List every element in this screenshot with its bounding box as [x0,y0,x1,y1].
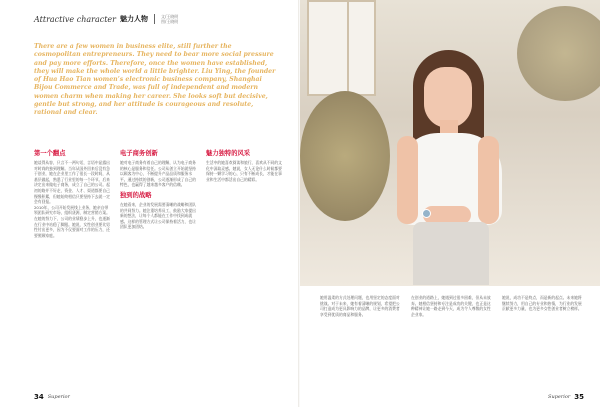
section-text-4: 在她看来，企业的发展需要清晰的战略和团队的共同努力。她注重培养员工，鼓励大家提出新的想法，让每个人都能在工作中找到成就感。这样的管理方式让公司保持着活力，也让团队更加团结。 [120,201,196,230]
right-footer [548,393,584,401]
left-footer [34,393,70,401]
background-foliage-right [517,6,600,101]
section-text-3: 她对电子商务有着自己的理解，认为电子商务的核心是服务和信任。公司从创立开始就坚持以顾客为中心，不断提升产品品质和服务水平。通过持续的创新，公司逐渐形成了自己的特色，也赢得了越来越多客户的信赖。 [120,160,196,188]
right-magazine-name: Superior [548,394,571,400]
background-foliage [300,91,390,221]
article-header [34,14,178,24]
section-text-1: 她谈得从容，只言不一两句话，言语中显露出对时尚的独到理解。当年从国外回来后没有急于创业，她在企业里工作了很长一段时间，从基层做起，熟悉了行业里的每一个环节。后来决定出来做电子商务，成立了自己的公司。起初的路并不好走，资金、人才、渠道都要自己慢慢积累，但她始终相信只要坚持下去就一定会有回报。 [34,160,110,205]
header-chinese-title: 魅力人物 [119,15,148,23]
left-column-1 [34,146,111,391]
right-column-3 [502,292,585,385]
wristwatch-icon [422,209,431,218]
left-magazine-name: Superior [47,394,70,400]
right-text-3: 她说，成功不是终点，而是新的起点。未来她将继续努力，用自己的专业和热情，为行业的发展贡献更多力量，也为更多女性创业者树立榜样。 [502,295,582,312]
article-intro: There are a few women in business elite, still further the cosmopolitan entrepreneurs. They need to bear more social pressure and pay more efforts. Therefore, once the women have established, they will make the whole world a little brighter. Liu Ying, the founder of Hua Hao Tian women’s electronic business company, Shanghai Bijou Commerce and Trade, was full of independent and modern women charm when making her career. She looks soft but decisive, gentle but strong, and her attitude is courageous and resolute, rational and clear. [34,43,276,117]
header-meta-line-1: 文/王晓明 [160,14,179,19]
left-arm [397,136,418,224]
section-heading-2: 电子商务创新 [120,150,158,157]
left-article-columns [34,146,284,391]
header-meta [161,14,178,24]
right-text-1: 她用温柔的方式处理问题，也用坚定的态度面对挑战。对于未来，她有着清晰的规划，希望把公司打造成为更具影响力的品牌，让更多的消费者享受到优质的商品和服务。 [320,295,400,317]
right-column-1 [320,292,403,385]
skirt [413,222,489,285]
left-column-2 [120,146,197,391]
section-text-5: 生活中的她喜欢阅读和旅行，喜欢从不同的文化中汲取灵感。她说，女人无论什么时候都要保持一颗学习的心，只有不断成长，才能在事业和生活中都活出自己的精彩。 [206,160,282,182]
right-article-columns [320,292,585,385]
right-page-number: 35 [574,393,584,401]
section-text-2: 2010年，公司开始发展线上业务，她亲自带领团队研究市场，组织货源，制定营销方案。在她的努力下，公司的业绩稳步上升，也逐渐在行业中站稳了脚跟。她说，女性创业要比男性付出更多，因为不仅要面对工作的压力，还要照顾家庭。 [34,204,110,238]
section-heading-3: 独到的战略 [120,191,152,199]
header-english-title: Attractive character [34,14,116,24]
window-center [347,0,376,96]
header-divider [154,14,155,24]
left-page-number: 34 [34,393,44,401]
right-column-2 [411,292,494,385]
left-column-3 [206,146,283,391]
right-arm [478,136,499,224]
window-left [307,0,349,96]
header-meta-line-2: 图/王晓明 [160,19,179,24]
right-text-2: 在创业的道路上，她遇到过很多困难，但从未放弃。她相信坚持和专注是成功的关键，也正是这种精神让她一路走到今天，成为令人尊敬的女性企业家。 [411,295,491,317]
woman-face [424,67,472,128]
section-heading-4: 魅力独特的风采 [206,150,251,157]
section-heading-1: 第一个翻点 [34,150,66,157]
